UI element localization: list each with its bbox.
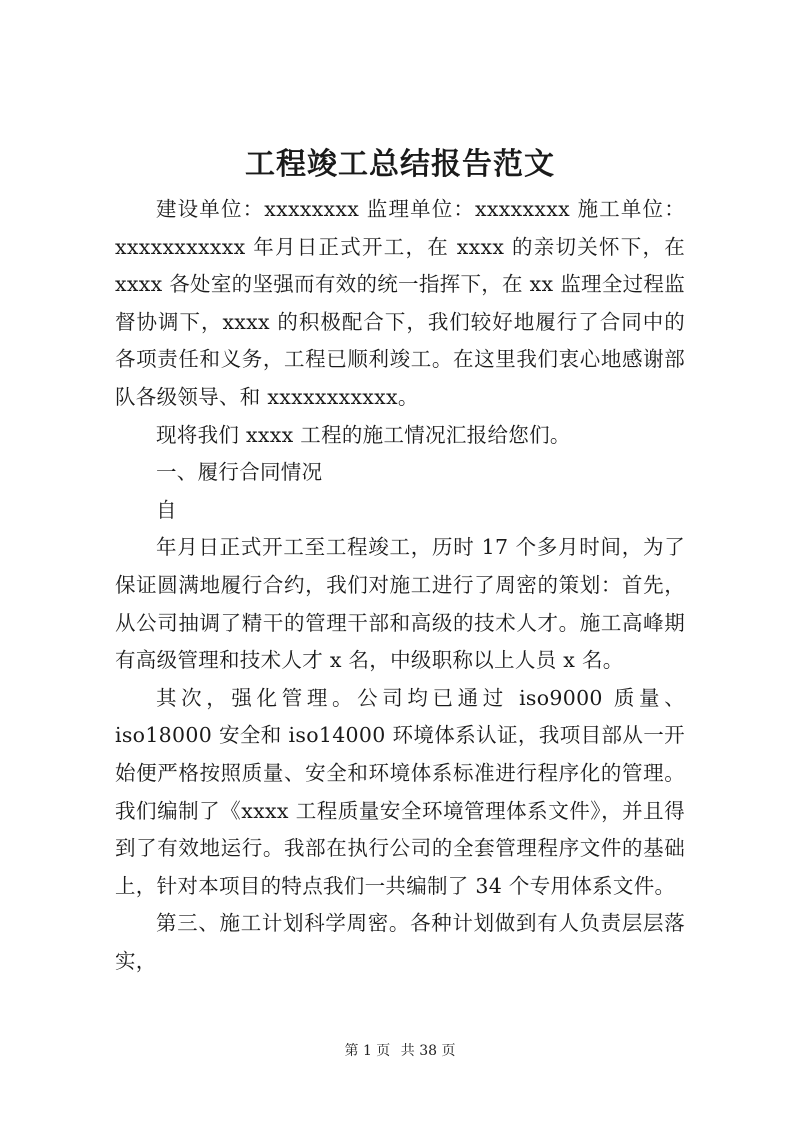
section-heading-contract: 一、履行合同情况 — [156, 460, 323, 485]
paragraph-second: 其次，强化管理。公司均已通过 iso9000 质量、iso18000 安全和 iso14000 环境体系认证，我项目部从一开始便严格按照质量、安全和环境体系标准进行程序化的管理。我们编制了《xxxx 工程质量安全环境管理体系文件》，并且得到了有效地运行。我部在执行公司的全套管理程序文件的基础上，针对本项目的特点我们一共编制了 34 个专用体系文件。 — [115, 685, 685, 898]
paragraph-first: 年月日正式开工至工程竣工，历时 17 个多月时间，为了保证圆满地履行合约，我们对施工进行了周密的策划：首先，从公司抽调了精干的管理干部和高级的技术人才。施工高峰期有高级管理和技术人才 x 名，中级职称以上人员 x 名。 — [115, 535, 685, 673]
page-total: 共 38 页 — [400, 1043, 456, 1059]
page-footer — [0, 1041, 800, 1061]
paragraph-report-note: 现将我们 xxxx 工程的施工情况汇报给您们。 — [156, 422, 571, 447]
document-title: 工程竣工总结报告范文 — [245, 147, 555, 182]
page-number: 第 1 页 — [344, 1043, 391, 1059]
paragraph-third: 第三、施工计划科学周密。各种计划做到有人负责层层落实， — [115, 911, 685, 973]
paragraph-fragment: 自 — [156, 497, 177, 522]
document-body — [115, 191, 685, 980]
paragraph-intro: 建设单位：xxxxxxxx 监理单位：xxxxxxxx 施工单位：xxxxxxxxxxx 年月日正式开工，在 xxxx 的亲切关怀下，在 xxxx 各处室的坚强而有效的统一指挥下，在 xx 监理全过程监督协调下，xxxx 的积极配合下，我们较好地履行了合同中的各项责任和义务，工程已顺利竣工。在这里我们衷心地感谢部队各级领导、和 xxxxxxxxxxx。 — [115, 197, 686, 409]
